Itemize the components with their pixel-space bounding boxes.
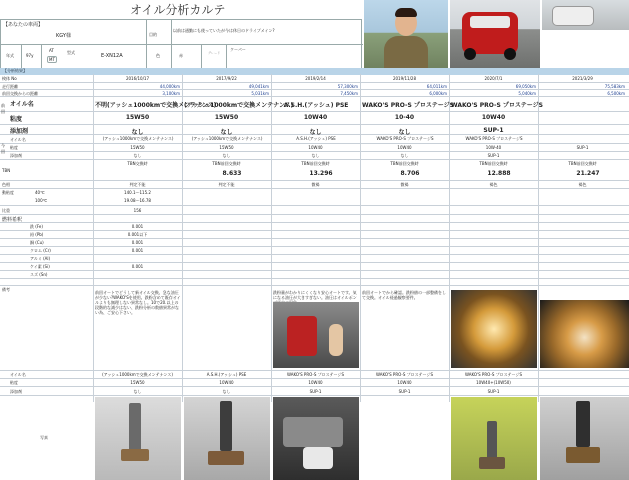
metal-fe-cell: 0.001 <box>131 224 144 229</box>
bottom-visc-cell-1: 10W40 <box>219 380 234 385</box>
dens-label: 比重 <box>2 208 10 213</box>
model-year-label: 年式 <box>6 53 14 58</box>
next-visc-cell-3: 10W40 <box>397 145 412 150</box>
bottom-oil-cell-4: WAKO'S PRO-S プロステージS <box>464 372 523 377</box>
since-change-cell-2: 7,450km <box>340 91 358 96</box>
metal-pb-cell: 0.001以下 <box>127 232 148 237</box>
hue-label: 色相 <box>2 182 10 187</box>
next-visc-label: 粘度 <box>10 145 18 150</box>
profile-panel <box>0 19 362 69</box>
bottom-oil-cell-3: WAKO'S PRO-S プロステージS <box>375 372 434 377</box>
bolt-photo-4 <box>540 397 629 480</box>
mt-badge: MT <box>47 56 57 63</box>
bottom-visc-cell-4: 10W40+(10W50) <box>476 380 511 385</box>
hue-cell-1: 判定不能 <box>218 182 235 187</box>
kinvisc-40-label: 40℃ <box>35 190 45 195</box>
analysis-section-bar <box>0 68 629 75</box>
viscosity-cell-1: 15W50 <box>214 114 239 121</box>
car-photo <box>450 0 540 72</box>
model-year-value: 97y <box>26 53 34 58</box>
viscosity-cell-0: 15W50 <box>125 114 150 121</box>
oil-name-cell-1: (アッシュ1000kmで交換メンテナンス) <box>184 102 294 109</box>
metal-cu-label: 銅 (Cu) <box>30 240 44 245</box>
odometer-cell-1: 49,041km <box>248 84 269 89</box>
remarks-cell-0: 前回オートでどうして新オイル交換、急な油圧が少ない?WAKO'Sを使用。鉄粉含めて既存オイルよりも無理しない異常なし。10で20.以上の段階的な減少はない、鉄粉分析の数値異常がない為、ご安心下さい。 <box>95 290 181 315</box>
since-change-cell-5: 6,500km <box>607 91 625 96</box>
car-photo-2 <box>542 0 629 30</box>
bottom-oil-cell-1: A.S.H.(アッシュ) PSE <box>206 372 247 377</box>
sample-date-5: 2021/3/29 <box>572 76 593 81</box>
odometer-cell-5: 75,583km <box>604 84 625 89</box>
additive-cell-2: なし <box>309 129 322 136</box>
next-oil-cell-4: WAKO'S PRO-S プロステージS <box>465 136 523 141</box>
sample-no-label: 検体 No <box>2 76 17 81</box>
since-change-cell-1: 5,031km <box>251 91 269 96</box>
viscosity-cell-2: 10W40 <box>303 114 328 121</box>
bottom-add-cell-2: SUP-1 <box>309 389 322 394</box>
metal-cr-label: クロム (Cr) <box>30 248 51 253</box>
additive-cell-3: なし <box>398 129 411 136</box>
oil-name-cell-4: WAKO'S PRO-S プロステージS <box>451 102 543 109</box>
side-label-prev: 前回 <box>1 103 5 114</box>
viscosity-cell-3: 10-40 <box>394 114 415 121</box>
bottom-add-cell-4: SUP-1 <box>487 389 500 394</box>
next-visc-cell-2: 10W40 <box>308 145 323 150</box>
sample-date-4: 2020/7/1 <box>484 76 503 81</box>
bottom-visc-cell-3: 10W40 <box>397 380 412 385</box>
hue-cell-0: 判定不能 <box>129 182 146 187</box>
tbn-head-cell-3: TBN前回交換時 <box>390 161 419 166</box>
tbn-head-cell-4: TBN前回交換時 <box>479 161 508 166</box>
next-oil-cell-3: WAKO'S PRO-S プロステージS <box>376 136 434 141</box>
next-add-cell-3: なし <box>400 153 409 158</box>
hue-cell-3: 微褐 <box>400 182 409 187</box>
bottom-oil-cell-0: (アッシュ1000kmで交換メンテナンス) <box>102 372 173 377</box>
metal-sn-label: スズ (Sn) <box>30 272 48 277</box>
remarks-cell-2: 鉄粉量がわかりにくくなり安心オートです。気になる油圧が大きすぎない。油圧はオイルポン <box>273 290 357 300</box>
bottom-add-cell-1: なし <box>222 389 231 394</box>
next-oil-cell-2: A.S.H.(アッシュ) PSE <box>296 136 336 141</box>
tbn-head-cell-2: TBN前回交換時 <box>301 161 330 166</box>
tbn-head-cell-1: TBN前回交換時 <box>212 161 241 166</box>
kinvisc-100-cell: 19.08〜16.78 <box>124 198 151 203</box>
odometer-cell-2: 57,300km <box>337 84 358 89</box>
metal-cr-cell: 0.001 <box>131 248 144 253</box>
sample-date-2: 2019/2/14 <box>305 76 326 81</box>
sample-date-1: 2017/9/22 <box>216 76 237 81</box>
next-oil-cell-0: (アッシュ1000kmで交換メンテナンス) <box>102 136 174 141</box>
hue-cell-5: 褐色 <box>578 182 587 187</box>
kinvisc-100-label: 100℃ <box>35 198 48 203</box>
bottom-add-cell-3: SUP-1 <box>398 389 411 394</box>
tbn-value-cell-5: 21.247 <box>576 170 600 177</box>
at-label: AT <box>49 48 54 53</box>
bottom-visc-cell-0: 15W50 <box>130 380 145 385</box>
metal-fe-label: 鉄 (Fe) <box>30 224 43 229</box>
oil-name-label: オイル名 <box>10 101 34 108</box>
metal-si-cell: 0.001 <box>131 264 144 269</box>
additive-cell-4: SUP-1 <box>483 127 504 134</box>
metal-cu-cell: 0.001 <box>131 240 144 245</box>
kinvisc-40-cell: 140.1〜115.2 <box>124 190 151 195</box>
viscosity-label: 粘度 <box>10 116 23 123</box>
analysis-label: 【分析結果】 <box>3 68 27 73</box>
bottom-visc-label: 粘度 <box>10 380 18 385</box>
bolt-photo-2 <box>184 397 270 480</box>
oil-name-cell-3: WAKO'S PRO-S プロステージS <box>362 102 454 109</box>
next-oil-label: オイル名 <box>10 137 26 142</box>
tbn-head-cell-0: TBN交換時 <box>127 161 148 166</box>
next-oil-cell-1: (アッシュ1000kmで交換メンテナンス) <box>191 136 263 141</box>
color-value: 赤 <box>179 53 183 58</box>
since-change-cell-0: 3,100km <box>162 91 180 96</box>
next-visc-cell-4: 10W-40 <box>485 145 502 150</box>
next-add-cell-0: なし <box>133 153 142 158</box>
bottom-oil-label: オイル名 <box>10 372 26 377</box>
bolt-photo-1 <box>95 397 181 480</box>
engine-photo <box>273 397 359 480</box>
additive-cell-1: なし <box>220 129 233 136</box>
bottom-visc-cell-2: 10W40 <box>308 380 323 385</box>
grade-label: グレード <box>208 51 221 55</box>
owner-photo <box>364 0 448 72</box>
bolt-photo-3 <box>451 397 537 480</box>
additive-label: 添加剤 <box>10 128 29 135</box>
tbn-label: TBN <box>2 168 11 173</box>
next-visc-cell-0: 15W50 <box>130 145 145 150</box>
next-visc-cell-1: 15W50 <box>219 145 234 150</box>
sample-date-0: 2016/10/17 <box>125 76 150 81</box>
oil-filter-photo-2 <box>540 300 629 368</box>
remarks-cell-3: 前回オートでから確認。鉄粉値の一部整備をして交換。オイル経過観察要件。 <box>362 290 446 300</box>
since-change-cell-3: 6,000km <box>429 91 447 96</box>
page-title: オイル分析カルテ <box>130 3 226 17</box>
sample-date-3: 2019/11/28 <box>392 76 417 81</box>
odometer-cell-3: 64,011km <box>426 84 447 89</box>
car-label: KGY様 <box>56 33 71 39</box>
odometer-cell-4: 69,050km <box>515 84 536 89</box>
type-label: 型式 <box>67 50 75 55</box>
tbn-value-cell-3: 8.706 <box>400 170 420 177</box>
oil-name-cell-2: A.S.H.(アッシュ) PSE <box>283 102 349 109</box>
viscosity-cell-4: 10W40 <box>481 114 506 121</box>
bottom-add-cell-0: なし <box>133 389 142 394</box>
dens-cell: 156 <box>133 208 142 213</box>
tbn-value-cell-4: 12.888 <box>487 170 511 177</box>
next-add-cell-1: なし <box>222 153 231 158</box>
tbn-value-cell-1: 8.633 <box>222 170 242 177</box>
tbn-value-cell-2: 13.296 <box>309 170 333 177</box>
metal-si-label: ケイ素 (Si) <box>30 264 50 269</box>
kinvisc-label: 動粘度 <box>2 190 14 195</box>
oil-name-cell-0: 不明(アッシュ1000kmで交換メンテナンス) <box>95 102 217 109</box>
side-label-now: 今回 <box>1 143 5 154</box>
metal-pb-label: 鉛 (Pb) <box>30 232 44 237</box>
next-visc-cell-5: SUP-1 <box>576 145 589 150</box>
next-add-cell-2: なし <box>311 153 320 158</box>
bottom-add-label: 添加剤 <box>10 389 22 394</box>
hue-cell-2: 微褐 <box>311 182 320 187</box>
odometer-cell-0: 44,000km <box>159 84 180 89</box>
purpose-value: 以前は通勤にも使っていたが今は休日のドライブメイン? <box>173 28 275 33</box>
remarks-cell-1 <box>184 290 270 365</box>
photo-label: 写真 <box>40 435 48 440</box>
type-value: E-XN12A <box>101 53 123 59</box>
tbn-head-cell-5: TBN前回交換時 <box>568 161 597 166</box>
next-add-cell-4: SUP-1 <box>487 153 500 158</box>
since-change-cell-4: 5,040km <box>518 91 536 96</box>
engine-bay-photo <box>273 302 359 368</box>
remarks-label: 備考 <box>2 287 10 292</box>
oil-filter-photo-1 <box>451 290 537 368</box>
bottom-oil-cell-2: WAKO'S PRO-S プロステージS <box>286 372 345 377</box>
profile-section-label: 【あなたの車両】 <box>3 22 44 28</box>
hue-cell-4: 褐色 <box>489 182 498 187</box>
color-label: 色 <box>156 53 160 58</box>
grade-value: クーパー <box>230 47 246 52</box>
additive-cell-0: なし <box>131 129 144 136</box>
purpose-label: 目的 <box>149 32 157 37</box>
odometer-label: 走行距離 <box>2 84 18 89</box>
since-change-label: 前回交換からの距離 <box>2 91 38 96</box>
metal-label: 燃料希釈 <box>2 217 23 223</box>
next-add-label: 添加剤 <box>10 153 22 158</box>
metal-al-label: アルミ (Al) <box>30 256 51 261</box>
